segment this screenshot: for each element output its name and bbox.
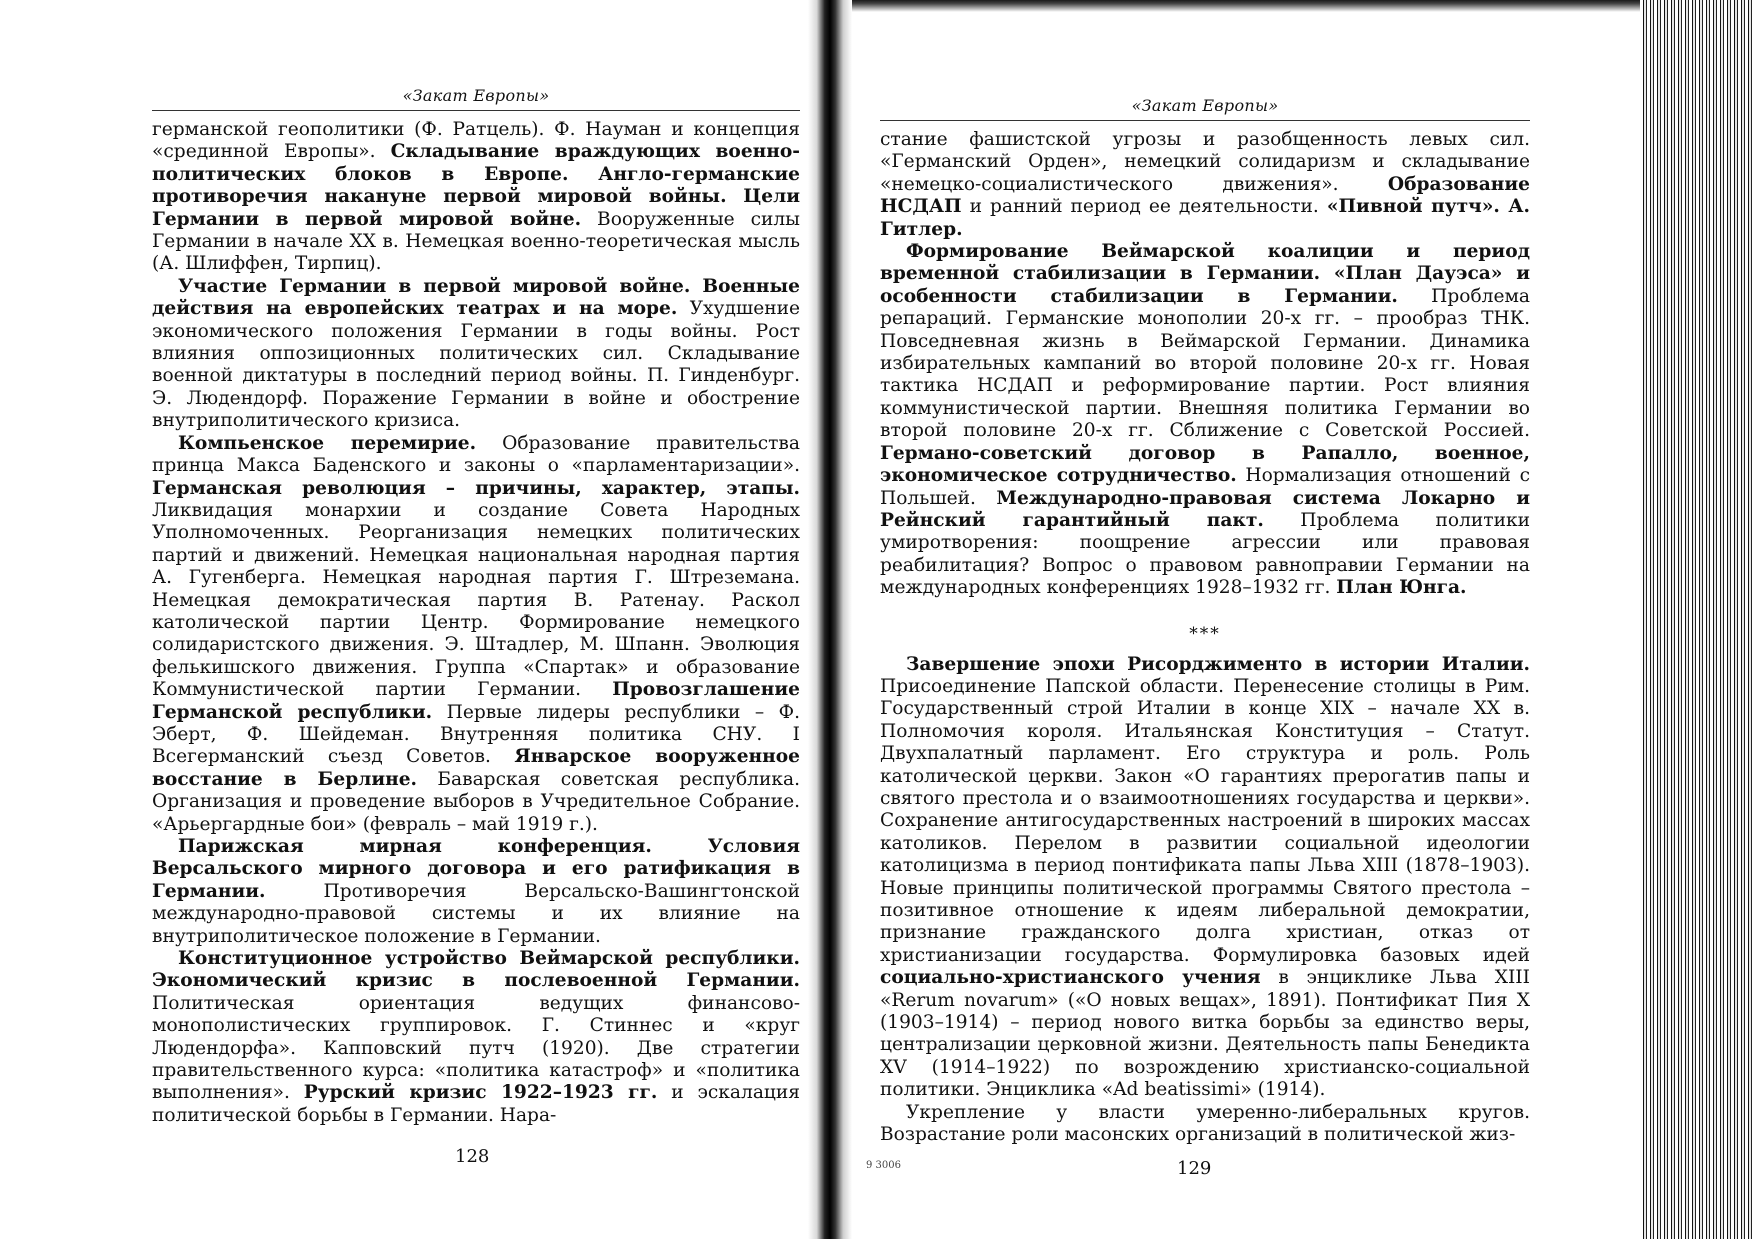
bold-heading-run: Завершение эпохи Рисорджименто в истории Италии.: [906, 653, 1530, 675]
bold-heading-run: Германская революция – причины, характер, этапы.: [152, 477, 800, 499]
bold-heading-run: Германо-советский договор в Рапалло, военное, экономическое сотрудничество.: [880, 442, 1530, 487]
text-run: и ранний период ее деятельности.: [961, 196, 1327, 218]
paragraph: [152, 433, 800, 836]
text-run: Укрепление у власти умеренно-либеральных кругов. Возрастание роли масонских организаций в политической жиз-: [880, 1101, 1530, 1146]
right-page: [880, 96, 1530, 1146]
bold-heading-run: Парижская мирная конференция. Условия Версальского мирного договора и его ратификация в Германии.: [152, 836, 800, 902]
right-page-body: [880, 129, 1530, 600]
bold-heading-run: Рурский кризис 1922–1923 гг.: [303, 1082, 658, 1104]
text-run: Политическая ориентация ведущих финансово-монополистических группировок. Г. Стиннес и «круг Людендорфа». Капповский путч (1920). Две стратегии правительственного курса: «политика катастроф» и «политика выполнения».: [152, 992, 800, 1104]
page-number-left: 128: [455, 1146, 490, 1167]
book-top-edge: [852, 0, 1640, 12]
bold-heading-run: Участие Германии в первой мировой войне. Военные действия на европейских театрах и на море.: [152, 275, 800, 320]
running-head-left: «Закат Европы»: [152, 86, 800, 111]
paragraph: [152, 119, 800, 276]
book-spine: [808, 0, 852, 1239]
text-run: Ухудшение экономического положения Германии в годы войны. Рост влияния оппозиционных политических сил. Складывание военной диктатуры в последний период войны. П. Гинденбург. Э. Людендорф. Поражение Германии в войне и обострение внутриполитического кризиса.: [152, 298, 800, 432]
bold-heading-run: Провозглашение Германской республики.: [152, 679, 800, 723]
bold-heading-run: Образование НСДАП: [880, 173, 1530, 218]
text-run: Вооруженные силы Германии в начале XX в. Немецкая военно-теоретическая мысль (А. Шлиффен, Тирпиц).: [152, 208, 800, 275]
text-run: Присоединение Папской области. Перенесение столицы в Рим. Государственный строй Италии в конце XIX – начале XX в. Полномочия короля. Итальянская Конституция – Статут. Двухпалатный парламент. Его структура и роль. Роль католической церкви. Закон «О гарантиях прерогатив папы и святого престола и о взаимоотношениях государства и церкви». Сохранение антигосударственных настроений в широких массах католиков. Перелом в развитии социальной идеологии католицизма в период понтификата папы Льва XIII (1878–1903). Новые принципы политической программы Святого престола – позитивное отношение к идеям либеральной демократии, признание гражданского долга христиан, отказ от христианизации государства. Формулировка базовых идей: [880, 675, 1530, 966]
bold-heading-run: План Юнга.: [1336, 577, 1467, 599]
bold-heading-run: Международно-правовая система Локарно и Рейнский гарантийный пакт.: [880, 487, 1530, 531]
right-page-body-after: [880, 654, 1530, 1147]
bold-heading-run: Январское вооруженное восстание в Берлине.: [152, 746, 800, 790]
bold-heading-run: Конституционное устройство Веймарской республики. Экономический кризис в послевоенной Германии.: [152, 948, 800, 992]
page-number-right: 129: [1177, 1158, 1212, 1179]
text-run: германской геополитики (Ф. Ратцель). Ф. Науман и концепция «срединной Европы».: [152, 119, 800, 163]
text-run: Первые лидеры республики – Ф. Эберт, Ф. Шейдеман. Внутренняя политика СНУ. I Всегерманский съезд Советов.: [152, 701, 800, 768]
text-run: Проблема репараций. Германские монополии 20-х гг. – прообраз ТНК. Повседневная жизнь в Веймарской Германии. Динамика избирательных кампаний во второй половине 20-х гг. Новая тактика НСДАП и реформирование партии. Рост влияния коммунистической партии. Внешняя политика Германии во второй половине 20-х гг. Сближение с Советской Россией.: [880, 285, 1531, 442]
text-run: Проблема политики умиротворения: поощрение агрессии или правовая реабилитация? Вопрос о правовом равноправии Германии на международных конференциях 1928–1932 гг.: [880, 509, 1530, 599]
bold-heading-run: «Пивной путч». А. Гитлер.: [880, 196, 1530, 240]
text-run: стание фашистской угрозы и разобщенность левых сил. «Германский Орден», немецкий солидаризм и складывание «немецко-социалистического движения».: [880, 129, 1530, 195]
left-page: [152, 86, 800, 1127]
text-run: Баварская советская республика. Организация и проведение выборов в Учредительное Собрание. «Арьергардные бои» (февраль – май 1919 г.).: [152, 768, 800, 835]
text-run: в энциклике Льва XIII «Rerum novarum» («О новых вещах», 1891). Понтификат Пия X (1903–1914) – период нового витка борьбы за единство веры, централизации церковной жизни. Деятельность папы Бенедикта XV (1914–1922) по возрождению христианско-социальной политики. Энциклика «Ad beatissimi» (1914).: [880, 967, 1530, 1101]
text-run: Образование правительства принца Макса Баденского и законы о «парламентаризации».: [152, 432, 800, 477]
text-run: и эскалация политической борьбы в Германии. Нара-: [152, 1082, 800, 1126]
text-run: Ликвидация монархии и создание Совета Народных Уполномоченных. Реорганизация немецких политических партий и движений. Немецкая национальная народная партия А. Гугенберга. Немецкая народная партия Г. Штреземана. Немецкая демократическая партия В. Ратенау. Раскол католической партии Центр. Формирование немецкого солидаристского движения. Э. Штадлер, М. Шпанн. Эволюция фелькишского движения. Группа «Спартак» и образование Коммунистической партии Германии.: [152, 499, 800, 701]
paragraph: [152, 948, 800, 1127]
bold-heading-run: Формирование Веймарской коалиции и период временной стабилизации в Германии. «План Дауэса» и особенности стабилизации в Германии.: [880, 241, 1530, 307]
text-run: Противоречия Версальско-Вашингтонской международно-правовой системы и их влияние на внутриполитическое положение в Германии.: [152, 880, 800, 947]
bold-heading-run: Складывание враждующих военно-политических блоков в Европе. Англо-германские противоречия накануне первой мировой войны. Цели Германии в первой мировой войне.: [152, 141, 800, 230]
paragraph: [880, 654, 1530, 1102]
bold-heading-run: социально-христианского учения: [880, 967, 1261, 989]
bold-heading-run: Компьенское перемирие.: [178, 432, 477, 454]
text-run: Нормализация отношений с Польшей.: [880, 465, 1530, 509]
paragraph: [152, 836, 800, 948]
printer-signature: 9 3006: [866, 1160, 901, 1171]
paragraph: [880, 241, 1530, 600]
paragraph: [880, 129, 1530, 241]
running-head-right: «Закат Европы»: [880, 96, 1530, 121]
left-page-body: [152, 119, 800, 1127]
page-edges: [1640, 0, 1754, 1239]
paragraph: [880, 1102, 1530, 1147]
section-separator: ***: [1189, 623, 1221, 644]
paragraph: [152, 276, 800, 433]
